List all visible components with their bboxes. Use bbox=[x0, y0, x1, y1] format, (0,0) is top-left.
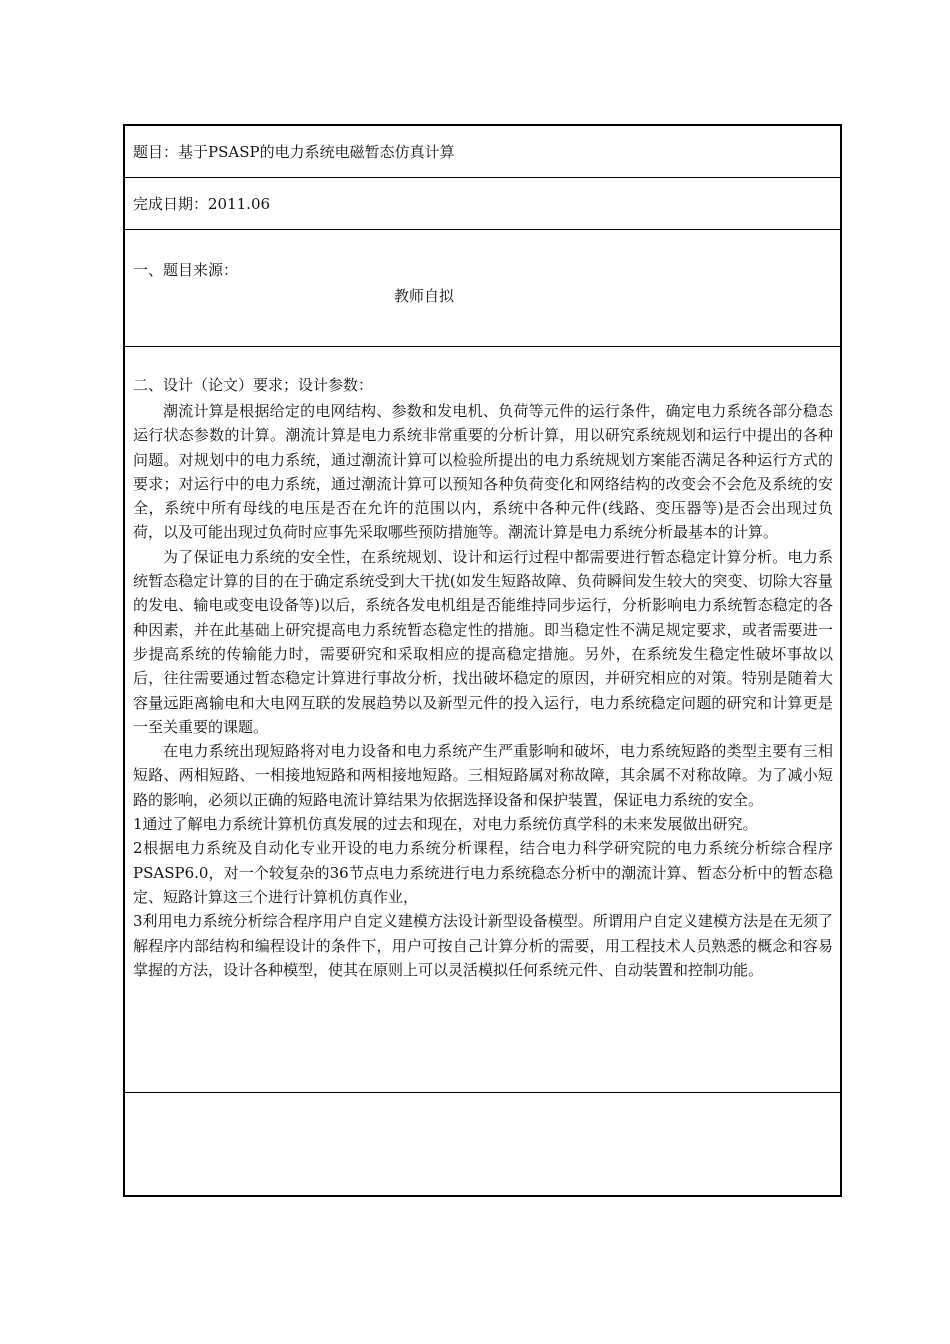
paragraph: 为了保证电力系统的安全性，在系统规划、设计和运行过程中都需要进行暂态稳定计算分析。电力系统暂态稳定计算的目的在于确定系统受到大干扰(如发生短路故障、负荷瞬间发生较大的突变、切除大容量的发电、输电或变电设备等)以后，系统各发电机组是否能维持同步运行，分析影响电力系统暂态稳定的各种因素，并在此基础上研究提高电力系统暂态稳定性的措施。即当稳定性不满足规定要求，或者需要进一步提高系统的传输能力时，需要研究和采取相应的提高稳定措施。另外，在系统发生稳定性破坏事故以后，往往需要通过暂态稳定计算进行事故分析，找出破坏稳定的原因，并研究相应的对策。特别是随着大容量远距离输电和大电网互联的发展趋势以及新型元件的投入运行，电力系统稳定问题的研究和计算更是一至关重要的课题。 bbox=[133, 547, 833, 736]
source-row bbox=[125, 230, 840, 347]
source-label: 一、题目来源： bbox=[133, 261, 239, 279]
paragraph: 在电力系统出现短路将对电力设备和电力系统产生严重影响和破坏，电力系统短路的类型主要有三相短路、两相短路、一相接地短路和两相接地短路。三相短路属对称故障，其余属不对称故障。为了减小短路的影响，必须以正确的短路电流计算结果为依据选择设备和保护装置，保证电力系统的安全。 bbox=[133, 742, 833, 809]
date-row bbox=[125, 178, 840, 230]
completion-date: 完成日期：2011.06 bbox=[133, 195, 271, 213]
paragraph: 潮流计算是根据给定的电网结构、参数和发电机、负荷等元件的运行条件，确定电力系统各部分稳态运行状态参数的计算。潮流计算是电力系统非常重要的分析计算，用以研究系统规划和运行中提出的各种问题。对规划中的电力系统，通过潮流计算可以检验所提出的电力系统规划方案能否满足各种运行方式的要求；对运行中的电力系统，通过潮流计算可以预知各种负荷变化和网络结构的改变会不会危及系统的安全，系统中所有母线的电压是否在允许的范围以内，系统中各种元件(线路、变压器等)是否会出现过负荷，以及可能出现过负荷时应事先采取哪些预防措施等。潮流计算是电力系统分析最基本的计算。 bbox=[133, 402, 833, 542]
list-item: 3利用电力系统分析综合程序用户自定义建模方法设计新型设备模型。所谓用户自定义建模方法是在无须了解程序内部结构和编程设计的条件下，用户可按自己计算分析的需要，用工程技术人员熟悉的概念和容易掌握的方法，设计各种模型，使其在原则上可以灵活模拟任何系统元件、自动装置和控制功能。 bbox=[133, 912, 833, 979]
empty-row bbox=[125, 1093, 840, 1195]
list-item: 2根据电力系统及自动化专业开设的电力系统分析课程，结合电力科学研究院的电力系统分析综合程序PSASP6.0，对一个较复杂的36节点电力系统进行电力系统稳态分析中的潮流计算、暂态分析中的暂态稳定、短路计算这三个进行计算机仿真作业， bbox=[133, 839, 833, 906]
task-form-table bbox=[123, 124, 842, 1197]
thesis-title: 题目：基于PSASP的电力系统电磁暂态仿真计算 bbox=[133, 143, 455, 161]
requirements-row bbox=[125, 347, 840, 1093]
requirements-heading: 二、设计（论文）要求；设计参数： bbox=[133, 376, 374, 394]
list-item: 1通过了解电力系统计算机仿真发展的过去和现在，对电力系统仿真学科的未来发展做出研究。 bbox=[133, 815, 758, 834]
requirements-body bbox=[133, 399, 833, 982]
source-value: 教师自拟 bbox=[394, 287, 455, 305]
title-row bbox=[125, 126, 840, 178]
